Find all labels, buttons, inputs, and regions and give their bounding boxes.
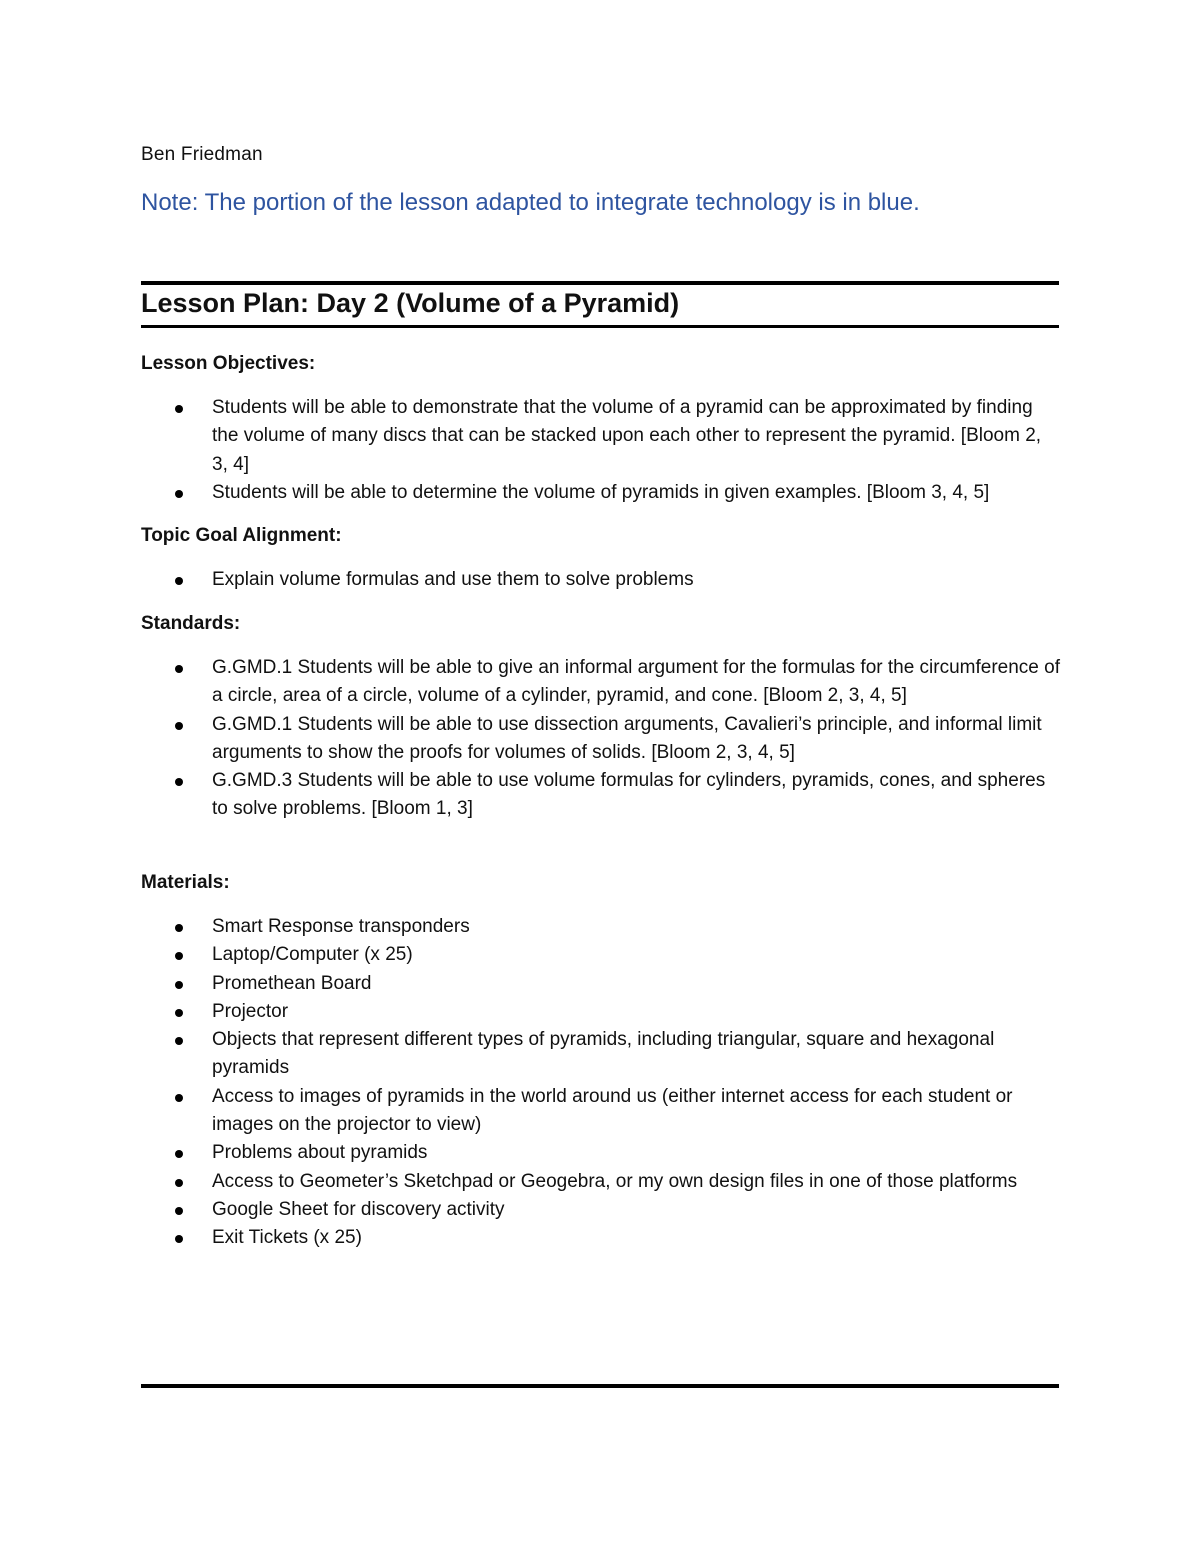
list-item-text: Projector bbox=[212, 1000, 289, 1022]
bullet-icon bbox=[175, 778, 183, 786]
footer-rule bbox=[141, 1384, 1059, 1388]
list-item bbox=[141, 970, 1061, 998]
list-item bbox=[141, 479, 1061, 507]
page-title: Lesson Plan: Day 2 (Volume of a Pyramid) bbox=[141, 288, 680, 318]
bullet-icon bbox=[175, 981, 183, 989]
list-item bbox=[141, 1139, 1061, 1167]
list-item bbox=[141, 711, 1061, 768]
list-item-text: Students will be able to determine the volume of pyramids in given examples. [Bloom 3, 4, 5] bbox=[212, 481, 990, 503]
list-item-text: Explain volume formulas and use them to solve problems bbox=[212, 569, 694, 590]
list-item bbox=[141, 1196, 1061, 1224]
goal-list bbox=[141, 566, 1061, 594]
list-item-text: Smart Response transponders bbox=[212, 916, 470, 937]
list-item-text: G.GMD.1 Students will be able to use dissection arguments, Cavalieri’s principle, and informal limit arguments to show the proofs for volumes of solids. [Bloom 2, 3, 4, 5] bbox=[212, 713, 1042, 763]
list-item-text: Access to Geometer’s Sketchpad or Geogebra, or my own design files in one of those platforms bbox=[212, 1170, 1018, 1192]
bullet-icon bbox=[175, 490, 183, 498]
objectives-heading: Lesson Objectives: bbox=[141, 353, 316, 374]
standards-list bbox=[141, 654, 1061, 824]
list-item-text: Access to images of pyramids in the world around us (either internet access for each student or images on the projector to view) bbox=[212, 1085, 1013, 1136]
bullet-icon bbox=[175, 577, 183, 585]
title-rule-bottom bbox=[141, 325, 1059, 328]
technology-note: Note: The portion of the lesson adapted to integrate technology is in blue. bbox=[141, 189, 920, 216]
bullet-icon bbox=[175, 1150, 183, 1158]
list-item bbox=[141, 767, 1061, 824]
materials-heading: Materials: bbox=[141, 872, 230, 893]
materials-list bbox=[141, 913, 1061, 1253]
list-item-text: Exit Tickets (x 25) bbox=[212, 1227, 362, 1249]
list-item bbox=[141, 998, 1061, 1026]
standards-section bbox=[141, 610, 1061, 824]
list-item bbox=[141, 1168, 1061, 1196]
list-item-text: Objects that represent different types of pyramids, including triangular, square and hexagonal pyramids bbox=[212, 1029, 995, 1079]
list-item bbox=[141, 1083, 1061, 1140]
list-item bbox=[141, 654, 1061, 711]
list-item-text: Students will be able to demonstrate that the volume of a pyramid can be approximated by finding the volume of many discs that can be stacked upon each other to represent the pyramid. [Bloom 2, 3, 4] bbox=[212, 397, 1042, 475]
list-item-text: Promethean Board bbox=[212, 972, 372, 994]
bullet-icon bbox=[175, 952, 183, 960]
goal-section bbox=[141, 522, 1061, 594]
bullet-icon bbox=[175, 1094, 183, 1102]
list-item bbox=[141, 1224, 1061, 1252]
list-item-text: G.GMD.3 Students will be able to use volume formulas for cylinders, pyramids, cones, and spheres to solve problems. [Bloom 1, 3] bbox=[212, 770, 1046, 820]
title-rule-top bbox=[141, 281, 1059, 285]
bullet-icon bbox=[175, 1207, 183, 1215]
list-item bbox=[141, 913, 1061, 941]
list-item bbox=[141, 941, 1061, 969]
materials-section bbox=[141, 869, 1061, 1253]
goal-heading: Topic Goal Alignment: bbox=[141, 525, 342, 546]
list-item bbox=[141, 566, 1061, 594]
bullet-icon bbox=[175, 1037, 183, 1045]
bullet-icon bbox=[175, 665, 183, 673]
objectives-list bbox=[141, 394, 1061, 507]
bullet-icon bbox=[175, 1009, 183, 1017]
list-item-text: Problems about pyramids bbox=[212, 1142, 428, 1164]
list-item-text: Laptop/Computer (x 25) bbox=[212, 944, 413, 966]
standards-heading: Standards: bbox=[141, 613, 241, 634]
bullet-icon bbox=[175, 1235, 183, 1243]
list-item bbox=[141, 394, 1061, 479]
bullet-icon bbox=[175, 1179, 183, 1187]
list-item-text: G.GMD.1 Students will be able to give an informal argument for the formulas for the circumference of a circle, area of a circle, volume of a cylinder, pyramid, and cone. [Bloom 2, 3, 4, 5] bbox=[212, 657, 1060, 707]
bullet-icon bbox=[175, 924, 183, 932]
bullet-icon bbox=[175, 722, 183, 730]
author-name: Ben Friedman bbox=[141, 144, 263, 165]
bullet-icon bbox=[175, 405, 183, 413]
objectives-section bbox=[141, 350, 1061, 507]
list-item bbox=[141, 1026, 1061, 1083]
list-item-text: Google Sheet for discovery activity bbox=[212, 1198, 505, 1220]
